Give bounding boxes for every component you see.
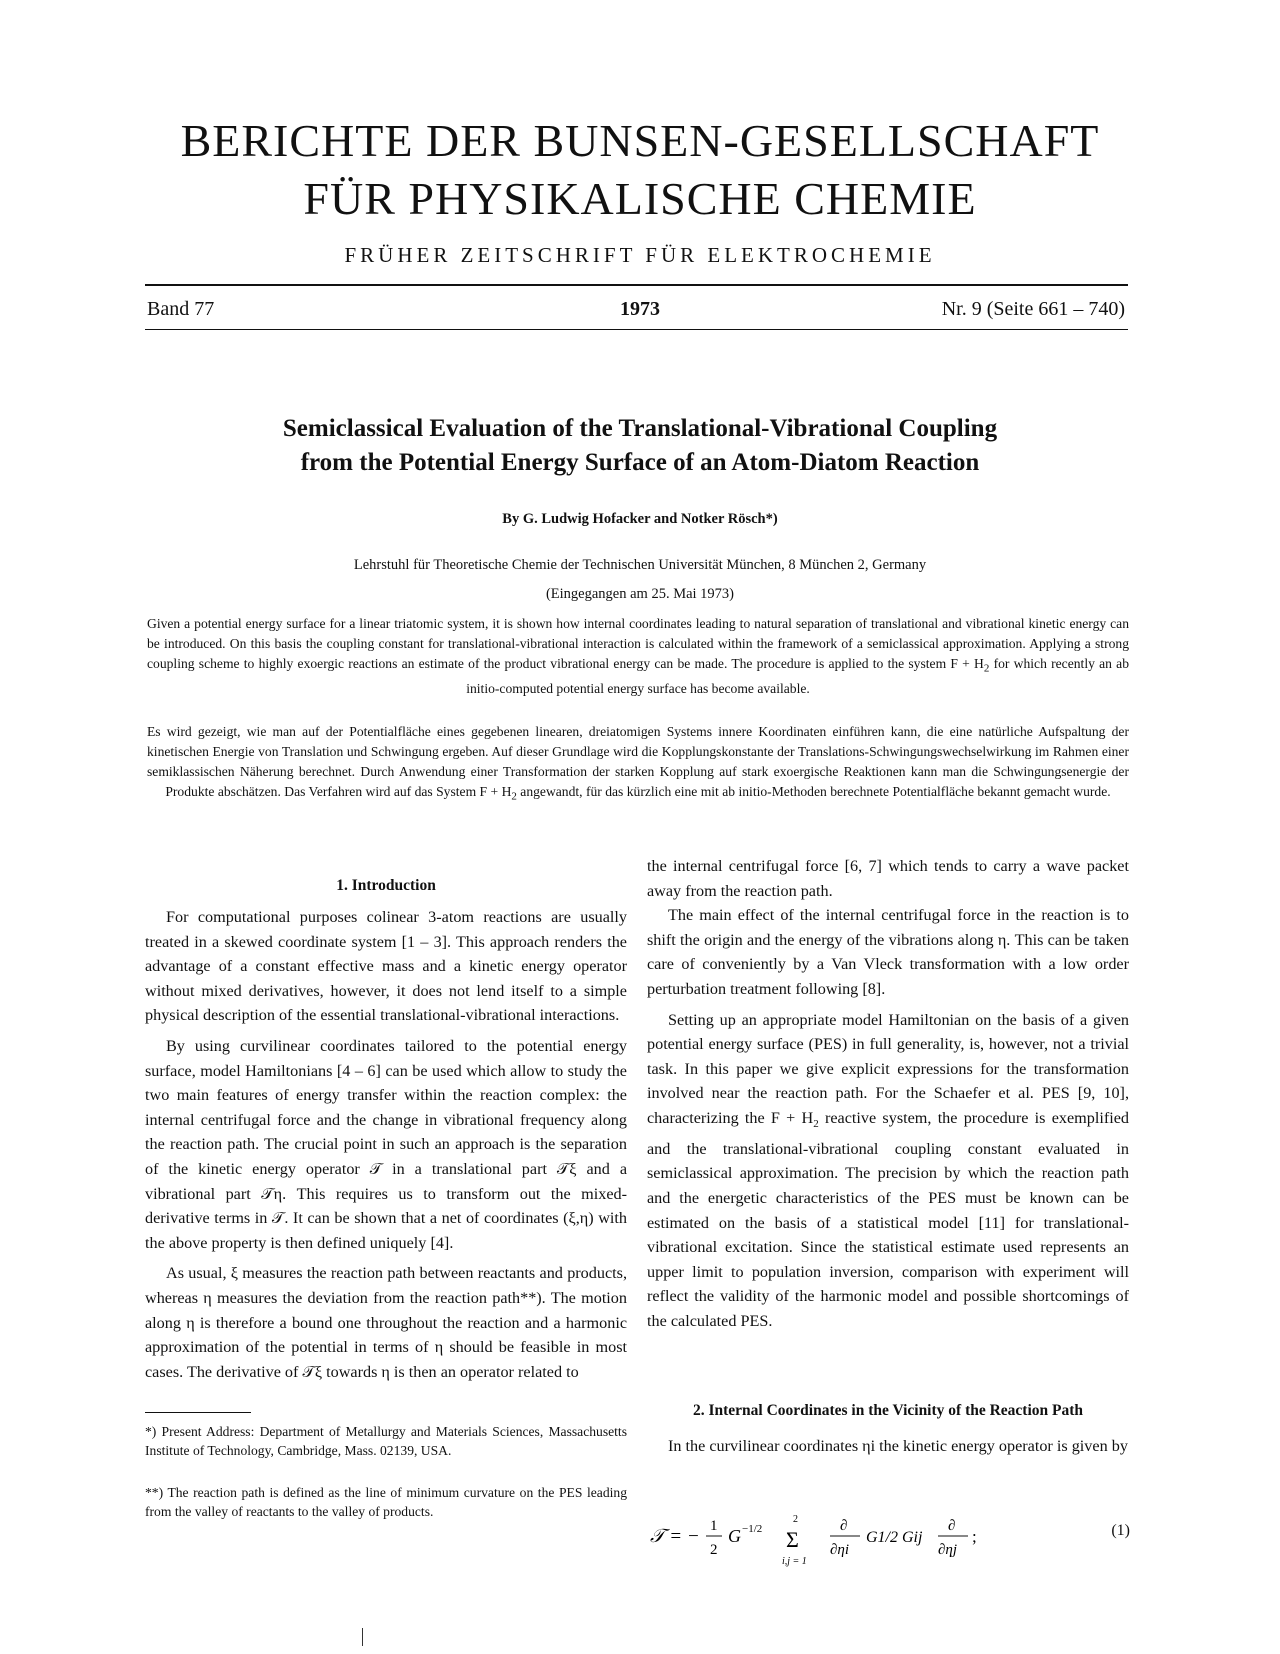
volume-label: Band 77 bbox=[147, 298, 215, 320]
eq-G: G bbox=[728, 1526, 741, 1546]
subscript-2: 2 bbox=[983, 662, 990, 675]
eq-den-j: ∂ηj bbox=[938, 1542, 958, 1558]
section-1-heading: 1. Introduction bbox=[336, 877, 436, 894]
paragraph: For computational purposes colinear 3-atom reactions are usually treated in a skewed coordinate system [1 – 3]. This approach renders the advantage of a constant effective mass and a kinetic energy operator without mixed derivatives, however, it does not lend itself to a simple physical description of the essential translational-vibrational interactions. bbox=[145, 908, 627, 1025]
paragraph bbox=[647, 1008, 1129, 1334]
eq-den-i: ∂ηi bbox=[830, 1542, 850, 1558]
paragraph-part2: reactive system, the procedure is exemplified and the translational-vibrational coupling constant evaluated in semiclassical approximation. The precision by which the reaction path and the energetic characteristics of the PES must be known can be estimated on the basis of a statistical model [11] for translational-vibrational excitation. Since the statistical estimate used represents an upper limit to population inversion, comparison with experiment will reflect the validity of the harmonic model and possible shortcomings of the calculated PES. bbox=[647, 1108, 1130, 1330]
article-title-line2: from the Potential Energy Surface of an Atom-Diatom Reaction bbox=[300, 449, 980, 476]
section-2-heading: 2. Internal Coordinates in the Vicinity of the Reaction Path bbox=[692, 1402, 1084, 1419]
paragraph: As usual, ξ measures the reaction path between reactants and products, whereas η measures the deviation from the reaction path**). The motion along η is therefore a bound one throughout the reaction and a harmonic approximation of the potential in terms of η should be feasible in most cases. The derivative of 𝒯ξ towards η is then an operator related to bbox=[145, 1264, 627, 1381]
eq-frac-num: 1 bbox=[710, 1518, 718, 1534]
footnote-1: *) Present Address: Department of Metallurgy and Materials Sciences, Massachusetts Institute of Technology, Cambridge, Mass. 02139, USA. bbox=[145, 1424, 627, 1458]
abstract-en-part2: for which recently an ab initio-computed potential energy surface has become available. bbox=[466, 656, 1129, 696]
issue-label: Nr. 9 (Seite 661 – 740) bbox=[941, 298, 1125, 320]
eq-sum-top: 2 bbox=[793, 1514, 798, 1525]
eq-mid: G1/2 Gij bbox=[866, 1529, 923, 1546]
subscript-2: 2 bbox=[511, 790, 517, 803]
header-bottom-rule bbox=[145, 329, 1128, 330]
article-title-line1: Semiclassical Evaluation of the Translational-Vibrational Coupling bbox=[282, 415, 998, 442]
abstract-english bbox=[147, 614, 1129, 699]
journal-subtitle: FRÜHER ZEITSCHRIFT FÜR ELEKTROCHEMIE bbox=[344, 243, 936, 267]
right-column-section2 bbox=[647, 1434, 1129, 1459]
right-column bbox=[647, 854, 1129, 1334]
paragraph: In the curvilinear coordinates ηi the kinetic energy operator is given by bbox=[668, 1437, 1128, 1455]
article-title bbox=[0, 412, 1280, 480]
eq-sum-bottom: i,j = 1 bbox=[782, 1556, 807, 1567]
header-top-rule bbox=[145, 284, 1128, 286]
journal-title-line2: FÜR PHYSIKALISCHE CHEMIE bbox=[303, 173, 977, 224]
abstract-de-part2: angewandt, für das kürzlich eine mit ab initio-Methoden berechnete Potentialfläche bekannt gemacht wurde. bbox=[516, 784, 1111, 799]
scan-mark bbox=[362, 1628, 363, 1646]
eq-d2: ∂ bbox=[948, 1518, 956, 1534]
abstract-en-part1: Given a potential energy surface for a linear triatomic system, it is shown how internal coordinates leading to natural separation of translational and vibrational kinetic energy can be introduced. On this basis the coupling constant for translational-vibrational interaction is calculated within the framework of a semiclassical approximation. Applying a strong coupling scheme to highly exoergic reactions an estimate of the product vibrational energy can be made. The procedure is applied to the system F + H bbox=[147, 616, 1129, 671]
eq-exp1: −1/2 bbox=[742, 1523, 763, 1535]
equation-number: (1) bbox=[1111, 1522, 1130, 1539]
equation-1 bbox=[650, 1504, 1130, 1574]
subscript-2: 2 bbox=[813, 1118, 819, 1131]
equation-graphic bbox=[650, 1504, 1070, 1574]
paragraph-part1: Setting up an appropriate model Hamiltonian on the basis of a given potential energy surface (PES) in full generality, is, however, not a trivial task. In this paper we give explicit expressions for the transformation involved near the reaction path. For the Schaefer et al. PES [9, 10], characterizing the F + H bbox=[647, 1010, 1129, 1127]
journal-title-line1: BERICHTE DER BUNSEN-GESELLSCHAFT bbox=[180, 115, 1100, 166]
year-label: 1973 bbox=[620, 298, 660, 320]
eq-lhs: 𝒯 = − bbox=[650, 1526, 700, 1547]
eq-d1: ∂ bbox=[840, 1518, 848, 1534]
eq-sum-sign: Σ bbox=[786, 1527, 799, 1552]
paragraph: By using curvilinear coordinates tailored to the potential energy surface, model Hamiltonians [4 – 6] can be used which allow to study the two main features of energy transfer within the reaction complex: the internal centrifugal force and the change in vibrational frequency along the reaction path. The crucial point in such an approach is the separation of the kinetic energy operator 𝒯 in a translational part 𝒯ξ and a vibrational part 𝒯η. This requires us to transform out the mixed-derivative terms in 𝒯. It can be shown that a net of coordinates (ξ,η) with the above property is then defined uniquely [4]. bbox=[145, 1036, 627, 1252]
authors: By G. Ludwig Hofacker and Notker Rösch*) bbox=[502, 511, 778, 527]
paragraph: The main effect of the internal centrifugal force in the reaction is to shift the origin and the energy of the vibrations along η. This can be taken care of conveniently by a Van Vleck transformation with a low order perturbation treatment following [8]. bbox=[647, 906, 1129, 998]
abstract-de-part1: Es wird gezeigt, wie man auf der Potentialfläche eines gegebenen linearen, dreiatomigen Systems innere Koordinaten einführen kann, die eine natürliche Aufspaltung der kinetischen Energie von Translation und Schwingung ergeben. Auf dieser Grundlage wird die Kopplungskonstante der Translations-Schwingungswechselwirkung im Rahmen einer semiklassischen Näherung berechnet. Durch Anwendung einer Transformation der starken Kopplung auf stark exoergische Reaktionen kann man die Schwingungsenergie der Produkte abschätzen. Das Verfahren wird auf das System F + H bbox=[147, 724, 1129, 799]
eq-tail: ; bbox=[972, 1527, 977, 1546]
affiliation: Lehrstuhl für Theoretische Chemie der Technischen Universität München, 8 München 2, Germany bbox=[353, 557, 927, 573]
eq-frac-den: 2 bbox=[710, 1542, 718, 1558]
abstract-german bbox=[147, 722, 1129, 807]
paragraph: the internal centrifugal force [6, 7] which tends to carry a wave packet away from the reaction path. bbox=[647, 857, 1129, 900]
received-date: (Eingegangen am 25. Mai 1973) bbox=[545, 586, 735, 602]
footnote-2: **) The reaction path is defined as the line of minimum curvature on the PES leading from the valley of reactants to the valley of products. bbox=[145, 1485, 627, 1519]
footnote-rule bbox=[145, 1412, 251, 1413]
left-column bbox=[145, 905, 627, 1384]
